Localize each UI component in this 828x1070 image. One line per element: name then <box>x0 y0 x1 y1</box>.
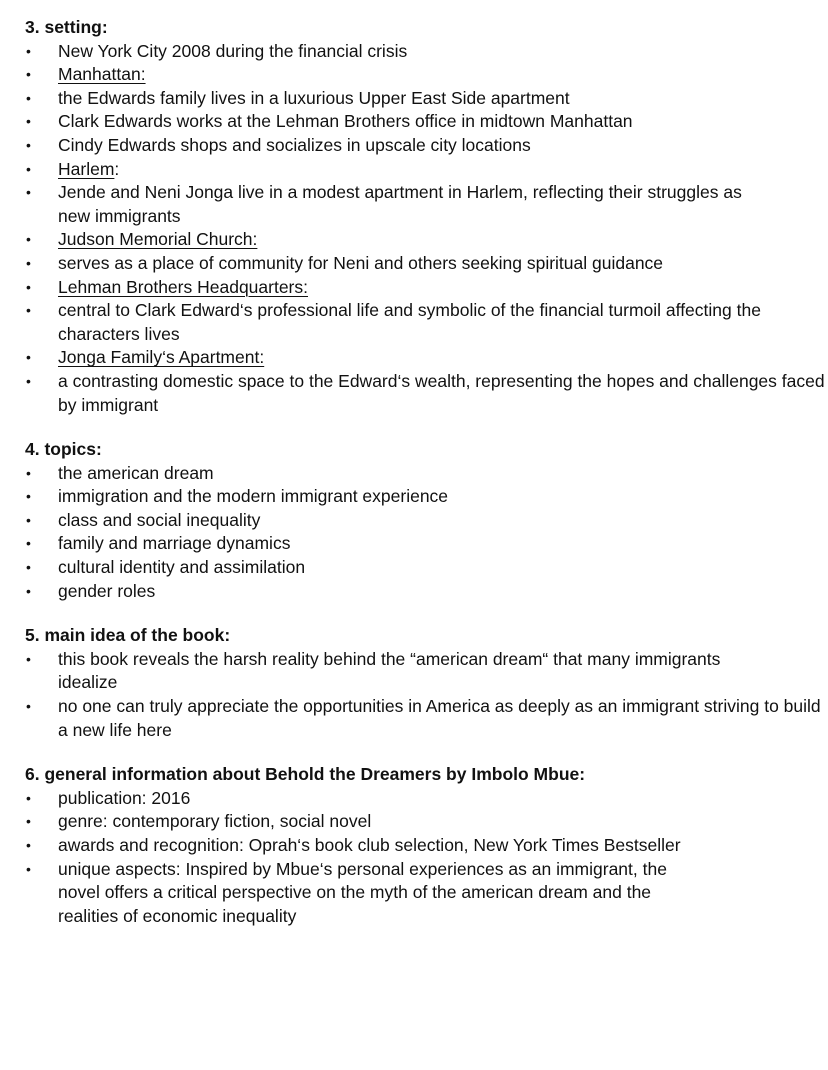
list-item <box>25 63 815 87</box>
section-heading: 5. main idea of the book: <box>25 625 231 646</box>
location-heading: Jonga Family‘s Apartment: <box>58 347 265 368</box>
location-heading: Lehman Brothers Headquarters: <box>58 276 308 297</box>
list-item: • this book reveals the harsh reality behind the “american dream“ that many immigrants idealize <box>26 648 721 693</box>
document-body <box>25 16 825 949</box>
bullet-icon: • <box>26 66 31 83</box>
bullet-icon: • <box>26 464 31 481</box>
bullet-icon: • <box>26 184 31 201</box>
bullet-icon: • <box>26 160 31 177</box>
bullet-list <box>25 462 815 604</box>
bullet-icon: • <box>26 89 31 106</box>
bullet-icon: • <box>26 349 31 366</box>
list-item: • class and social inequality <box>25 509 815 533</box>
bullet-icon: • <box>26 698 31 715</box>
bullet-icon: • <box>26 302 31 319</box>
list-item: • Clark Edwards works at the Lehman Brothers office in midtown Manhattan <box>25 110 815 134</box>
section-topics <box>25 438 815 603</box>
bullet-icon: • <box>26 488 31 505</box>
bullet-icon: • <box>26 813 31 830</box>
bullet-icon: • <box>26 789 31 806</box>
location-heading: Judson Memorial Church: <box>58 229 258 250</box>
bullet-icon: • <box>26 231 31 248</box>
bullet-icon: • <box>26 278 31 295</box>
bullet-list <box>25 787 815 929</box>
section-heading: 6. general information about Behold the Dreamers by Imbolo Mbue: <box>25 764 586 785</box>
list-item <box>25 346 815 370</box>
list-item: • publication: 2016 <box>25 787 815 811</box>
list-item: • unique aspects: Inspired by Mbue‘s personal experiences as an immigrant, the novel offers a critical perspective on the myth of the american dream and the realities of economic inequality <box>26 858 667 926</box>
list-item: • gender roles <box>25 580 815 604</box>
list-item: • the Edwards family lives in a luxurious Upper East Side apartment <box>25 87 815 111</box>
bullet-icon: • <box>26 511 31 528</box>
list-item: • serves as a place of community for Neni and others seeking spiritual guidance <box>25 252 815 276</box>
bullet-icon: • <box>26 535 31 552</box>
bullet-icon: • <box>26 113 31 130</box>
section-heading: 3. setting: <box>25 17 108 37</box>
bullet-icon: • <box>26 42 31 59</box>
list-item: • no one can truly appreciate the opportunities in America as deeply as an immigrant striving to build a new life here <box>26 696 821 740</box>
list-item: • the american dream <box>25 462 815 486</box>
bullet-icon: • <box>26 136 31 153</box>
list-item: • Cindy Edwards shops and socializes in upscale city locations <box>25 134 815 158</box>
list-item: • genre: contemporary fiction, social novel <box>25 810 815 834</box>
list-item: • central to Clark Edward‘s professional life and symbolic of the financial turmoil affecting the characters lives <box>26 300 761 344</box>
bullet-icon: • <box>26 837 31 853</box>
section-general-information <box>25 763 815 928</box>
bullet-list <box>25 648 821 742</box>
location-heading: Harlem <box>58 158 115 179</box>
section-main-idea <box>25 624 821 742</box>
bullet-icon: • <box>26 650 31 667</box>
bullet-icon: • <box>26 582 31 599</box>
list-item <box>25 276 815 300</box>
bullet-icon: • <box>26 254 31 271</box>
list-item: • Jende and Neni Jonga live in a modest apartment in Harlem, reflecting their struggles as new immigrants <box>26 182 742 226</box>
list-item: • cultural identity and assimilation <box>25 556 815 580</box>
section-setting <box>25 16 825 417</box>
list-item <box>25 228 815 252</box>
list-item: • family and marriage dynamics <box>25 532 815 556</box>
list-item: • Harlem: <box>25 158 815 182</box>
section-heading: 4. topics: <box>25 439 102 460</box>
bullet-icon: • <box>26 559 31 576</box>
list-item: • immigration and the modern immigrant experience <box>25 485 815 509</box>
location-heading: Manhattan: <box>58 64 146 85</box>
bullet-list <box>25 40 825 418</box>
list-item: • awards and recognition: Oprah‘s book club selection, New York Times Bestseller <box>25 834 728 858</box>
bullet-icon: • <box>26 860 31 877</box>
list-item: • a contrasting domestic space to the Edward‘s wealth, representing the hopes and challenges faced by immigrant <box>26 370 825 415</box>
list-item: • New York City 2008 during the financial crisis <box>25 40 508 64</box>
bullet-icon: • <box>26 372 31 389</box>
